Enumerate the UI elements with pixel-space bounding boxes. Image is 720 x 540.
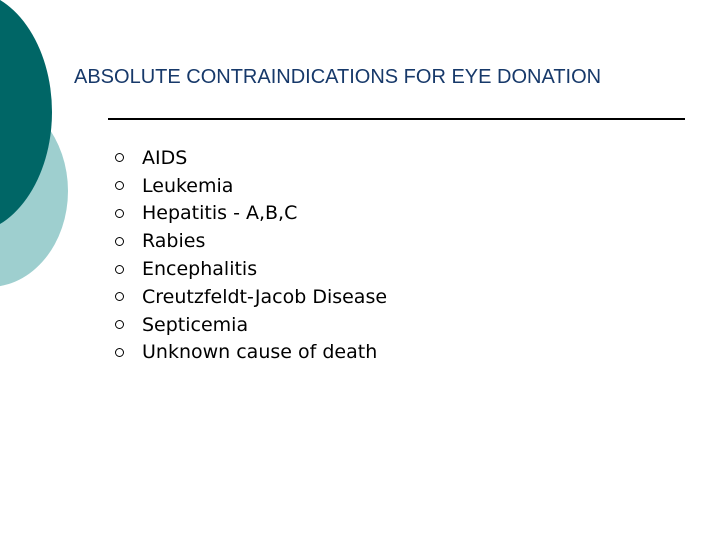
hollow-circle-icon [115,153,124,162]
hollow-circle-icon [115,348,124,357]
title-underline [108,118,685,120]
bullet-text: AIDS [142,146,188,169]
bullet-text: Septicemia [142,313,249,336]
hollow-circle-icon [115,320,124,329]
hollow-circle-icon [115,237,124,246]
bullet-list [115,144,387,366]
bullet-item [115,227,387,255]
hollow-circle-icon [115,265,124,274]
bullet-item [115,339,387,367]
bullet-text: Creutzfeldt-Jacob Disease [142,285,388,308]
bullet-text: Leukemia [142,174,234,197]
bullet-text: Unknown cause of death [142,341,378,364]
hollow-circle-icon [115,181,124,190]
slide-title: ABSOLUTE CONTRAINDICATIONS FOR EYE DONATION [74,66,602,88]
hollow-circle-icon [115,209,124,218]
bullet-text: Rabies [142,230,206,253]
bullet-item [115,283,387,311]
bullet-item [115,200,387,228]
bullet-text: Encephalitis [142,258,258,281]
bullet-text: Hepatitis - A,B,C [142,202,298,225]
bullet-item [115,144,387,172]
bullet-item [115,311,387,339]
bullet-item [115,255,387,283]
bullet-item [115,172,387,200]
hollow-circle-icon [115,292,124,301]
